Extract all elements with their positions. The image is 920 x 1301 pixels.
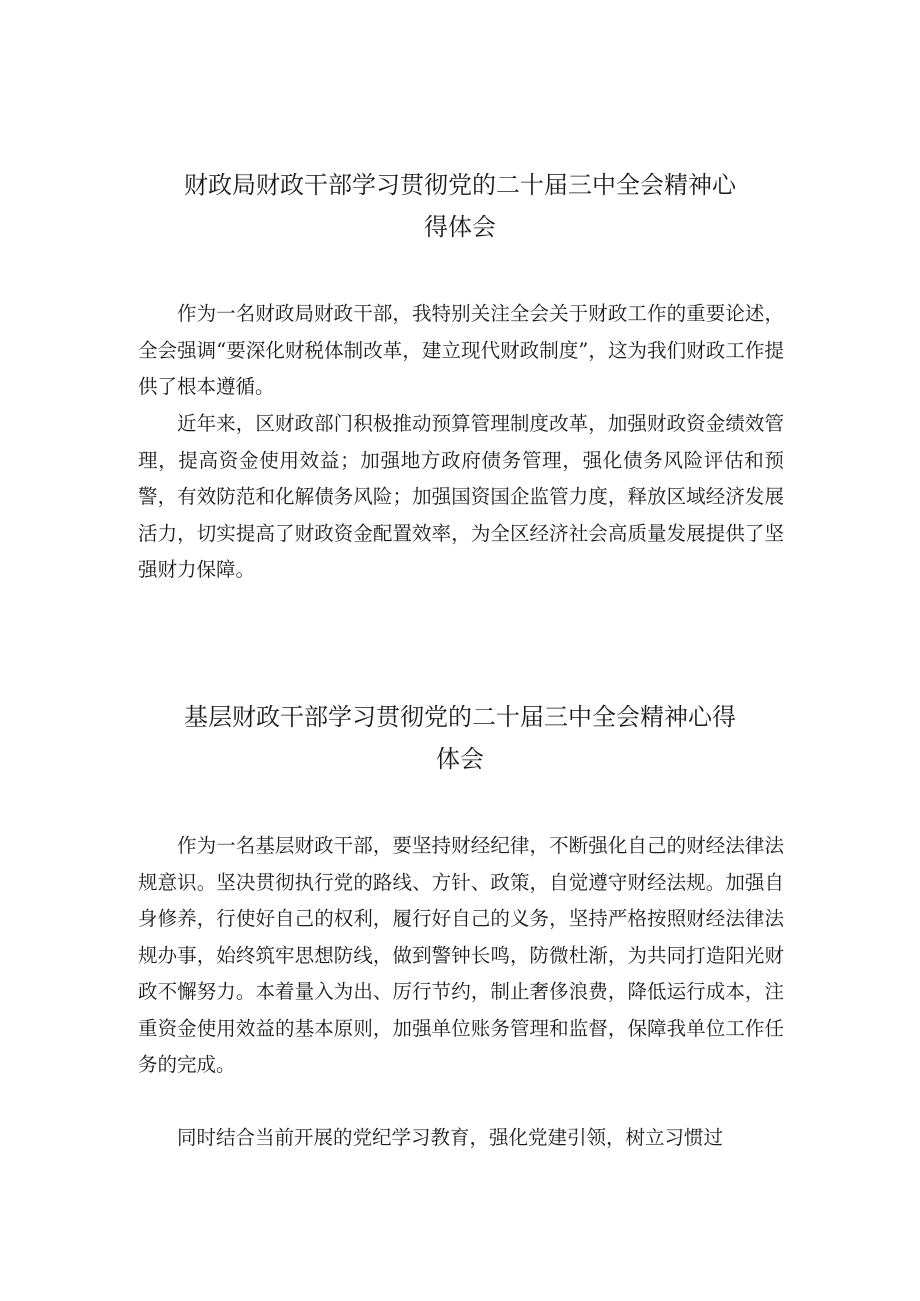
section-title-1-line-1: 财政局财政干部学习贯彻党的二十届三中全会精神心 bbox=[184, 171, 736, 199]
section-title-1 bbox=[140, 164, 780, 248]
section-2-paragraph-2: 同时结合当前开展的党纪学习教育，强化党建引领，树立习惯过 bbox=[177, 1126, 724, 1149]
section-title-2 bbox=[140, 696, 780, 780]
section-1-paragraph-2: 近年来，区财政部门积极推动预算管理制度改革，加强财政资金绩效管理，提高资金使用效益；加强地方政府债务管理，强化债务风险评估和预警，有效防范和化解债务风险；加强国资国企监管力度，释放区域经济发展活力，切实提高了财政资金配置效率，为全区经济社会高质量发展提供了坚强财力保障。 bbox=[138, 412, 784, 581]
section-title-1-line-2: 得体会 bbox=[424, 213, 496, 241]
section-2-paragraph-1: 作为一名基层财政干部，要坚持财经纪律，不断强化自己的财经法律法规意识。坚决贯彻执行党的路线、方针、政策，自觉遵守财经法规。加强自身修养，行使好自己的权利，履行好自己的义务，坚持严格按照财经法律法规办事，始终筑牢思想防线，做到警钟长鸣，防微杜渐，为共同打造阳光财政不懈努力。本着量入为出、厉行节约，制止奢侈浪费，降低运行成本，注重资金使用效益的基本原则，加强单位账务管理和监督，保障我单位工作任务的完成。 bbox=[138, 834, 784, 1076]
section-title-2-line-2: 体会 bbox=[436, 745, 484, 773]
section-title-2-line-1: 基层财政干部学习贯彻党的二十届三中全会精神心得 bbox=[184, 703, 736, 731]
section-1-paragraph-1: 作为一名财政局财政干部，我特别关注全会关于财政工作的重要论述，全会强调“要深化财税体制改革，建立现代财政制度”，这为我们财政工作提供了根本遵循。 bbox=[138, 302, 784, 398]
